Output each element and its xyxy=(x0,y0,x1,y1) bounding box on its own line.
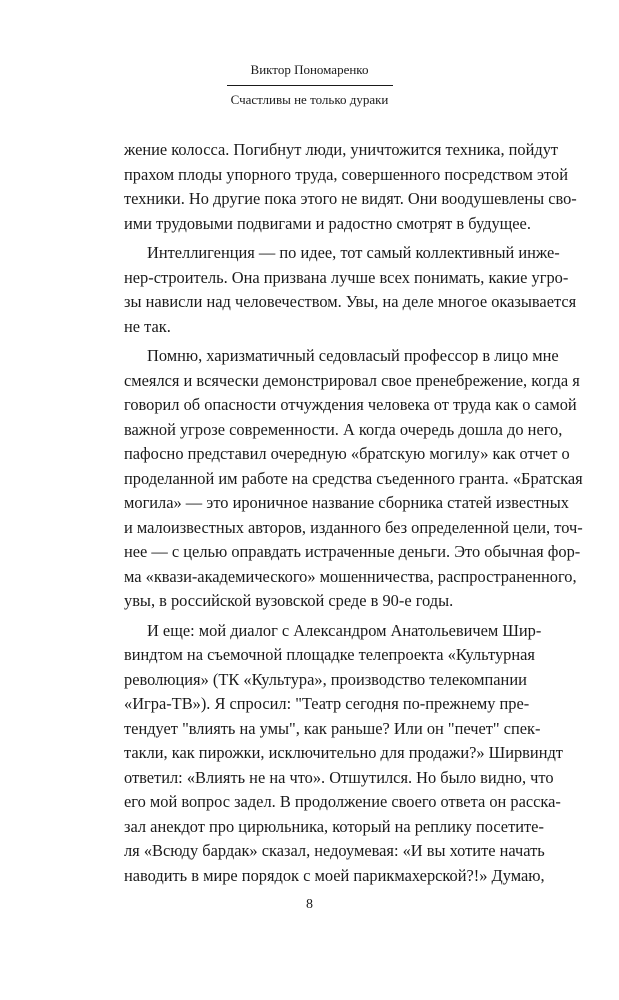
paragraph xyxy=(124,344,583,614)
text-line: наводить в мире порядок с моей парикмахерской?!» Думаю, xyxy=(124,865,545,885)
text-line: увы, в российской вузовской среде в 90-е годы. xyxy=(124,591,454,610)
text-line: жение колосса. Погибнут люди, уничтожится техника, пойдут xyxy=(124,140,559,159)
text-line: прахом плоды упорного труда, совершенного посредством этой xyxy=(124,164,568,184)
page-number: 8 xyxy=(306,897,313,912)
text-line: Помню, харизматичный седовласый профессор в лицо мне xyxy=(147,346,559,365)
text-line: нее — с целью оправдать истраченные деньги. Это обычная фор- xyxy=(124,542,581,561)
text-line: нер-строитель. Она призвана лучше всех понимать, какие угро- xyxy=(124,267,569,287)
text-line: ответил: «Влиять не на что». Отшутился. Но было видно, что xyxy=(124,767,554,787)
text-line: ими трудовыми подвигами и радостно смотрят в будущее. xyxy=(124,213,531,233)
text-line: важной угрозе современности. А когда очередь дошла до него, xyxy=(124,419,563,439)
text-line: ма «квази-академического» мошенничества, распространенного, xyxy=(124,566,577,586)
text-line: могила» — это ироничное название сборника статей известных xyxy=(124,493,569,512)
text-line: смеялся и всячески демонстрировал свое пренебрежение, когда я xyxy=(124,370,580,390)
text-line: техники. Но другие пока этого не видят. Они воодушевлены сво- xyxy=(124,189,577,208)
text-line: говорил об опасности отчуждения человека от труда как о самой xyxy=(124,395,577,414)
text-line: ля «Всюду бардак» сказал, недоумевая: «И вы хотите начать xyxy=(124,841,545,860)
text-line: зал анекдот про цирюльника, который на реплику посетите- xyxy=(124,816,544,836)
running-header xyxy=(0,62,619,108)
text-line: пафосно представил очередную «братскую могилу» как отчет о xyxy=(124,444,570,463)
text-line: зы нависли над человечеством. Увы, на деле многое оказывается xyxy=(124,292,577,311)
text-line: революция» (ТК «Культура», производство телекомпании xyxy=(124,669,527,689)
text-line: И еще: мой диалог с Александром Анатольевичем Шир- xyxy=(147,620,542,640)
text-line: Интеллигенция — по идее, тот самый коллективный инже- xyxy=(147,243,560,262)
text-line: не так. xyxy=(124,316,171,336)
author-name: Виктор Пономаренко xyxy=(227,62,393,86)
body-text xyxy=(124,138,583,893)
text-line: «Игра-ТВ»). Я спросил: "Театр сегодня по-прежнему пре- xyxy=(124,694,530,713)
text-line: такли, как пирожки, исключительно для продажи?» Ширвиндт xyxy=(124,743,563,762)
paragraph xyxy=(124,619,563,889)
book-title: Счастливы не только дураки xyxy=(230,92,389,107)
paragraph xyxy=(124,241,577,339)
paragraph xyxy=(124,138,577,236)
text-line: виндтом на съемочной площадке телепроекта «Культурная xyxy=(124,645,535,664)
text-line: его мой вопрос задел. В продолжение своего ответа он расска- xyxy=(124,792,561,811)
text-line: тендует "влиять на умы", как раньше? Или он "печет" спек- xyxy=(124,718,541,738)
text-line: проделанной им работе на средства съеденного гранта. «Братская xyxy=(124,468,583,488)
text-line: и малоизвестных авторов, изданного без определенной цели, точ- xyxy=(124,517,583,537)
